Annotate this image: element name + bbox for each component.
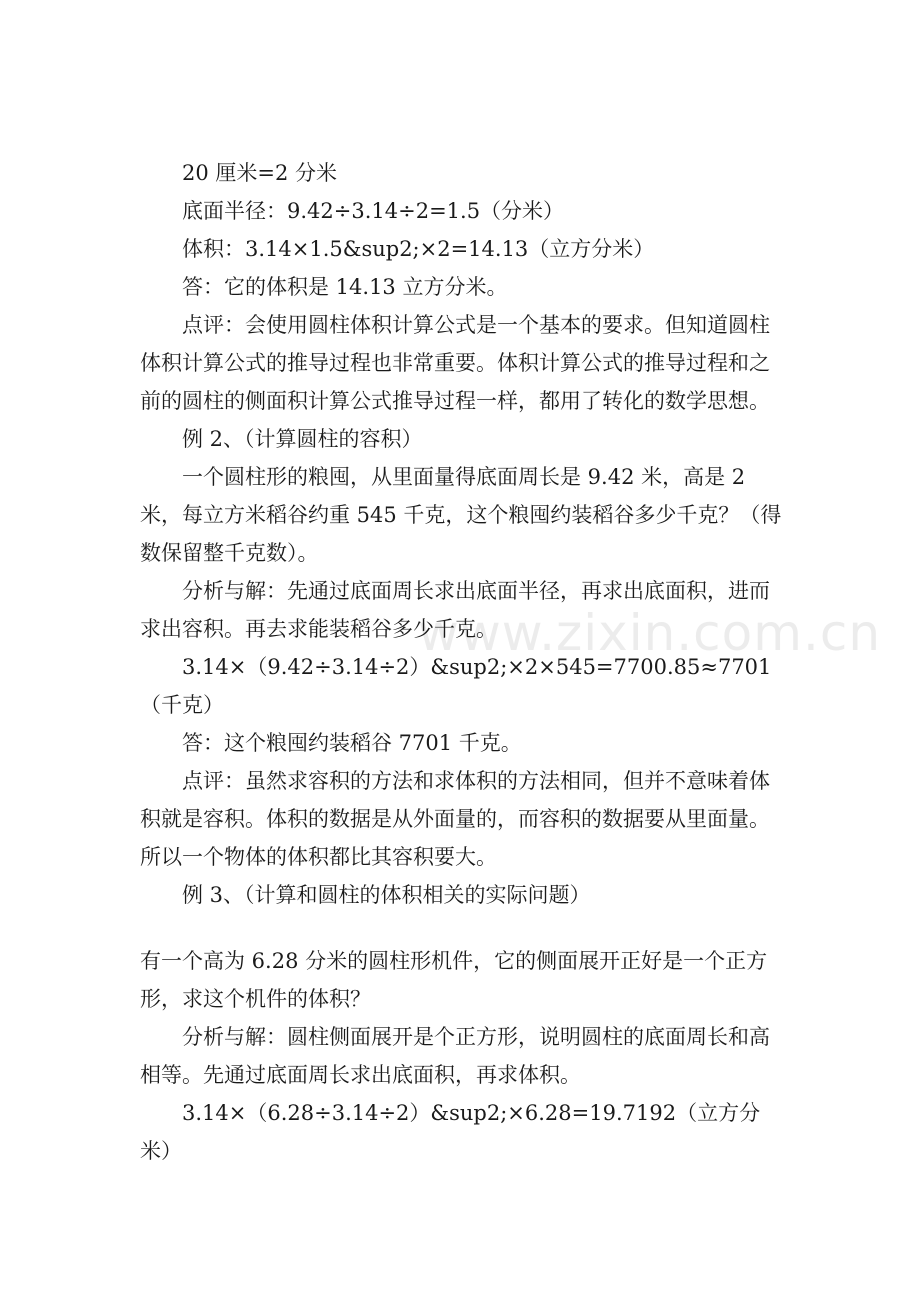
example-3-problem: 有一个高为 6.28 分米的圆柱形机件，它的侧面展开正好是一个正方形，求这个机件的体积？ [140,949,768,1011]
example-2-calculation: 3.14×（9.42÷3.14÷2）&sup2;×2×545=7700.85≈7701（千克） [140,655,772,717]
example-2-answer: 答：这个粮囤约装稻谷 7701 千克。 [182,731,522,755]
paragraph-answer-1: 答：它的体积是 14.13 立方分米。 [182,275,508,299]
example-2-analysis: 分析与解：先通过底面周长求出底面半径，再求出底面积，进而求出容积。再去求能装稻谷多少千克。 [140,579,770,641]
example-2-heading: 例 2、（计算圆柱的容积） [182,427,423,451]
example-3-heading: 例 3、（计算和圆柱的体积相关的实际问题） [182,883,591,907]
example-3-analysis: 分析与解：圆柱侧面展开是个正方形，说明圆柱的底面周长和高相等。先通过底面周长求出底面积，再求体积。 [140,1025,770,1087]
watermark: www.zixin.com.cn [418,604,882,662]
paragraph-unit-conversion: 20 厘米=2 分米 [182,161,338,185]
paragraph-base-radius: 底面半径：9.42÷3.14÷2=1.5（分米） [182,199,565,223]
example-2-comment: 点评：虽然求容积的方法和求体积的方法相同，但并不意味着体积就是容积。体积的数据是从外面量的，而容积的数据要从里面量。所以一个物体的体积都比其容积要大。 [140,769,770,869]
paragraph-volume: 体积：3.14×1.5&sup2;×2=14.13（立方分米） [182,237,655,261]
example-3-calculation: 3.14×（6.28÷3.14÷2）&sup2;×6.28=19.7192（立方分米） [140,1101,761,1163]
paragraph-comment-1: 点评：会使用圆柱体积计算公式是一个基本的要求。但知道圆柱体积计算公式的推导过程也非常重要。体积计算公式的推导过程和之前的圆柱的侧面积计算公式推导过程一样，都用了转化的数学思想。 [140,313,770,413]
example-2-problem: 一个圆柱形的粮囤，从里面量得底面周长是 9.42 米，高是 2 米，每立方米稻谷约重 545 千克，这个粮囤约装稻谷多少千克？（得数保留整千克数）。 [140,465,782,565]
document-body [140,154,790,1170]
